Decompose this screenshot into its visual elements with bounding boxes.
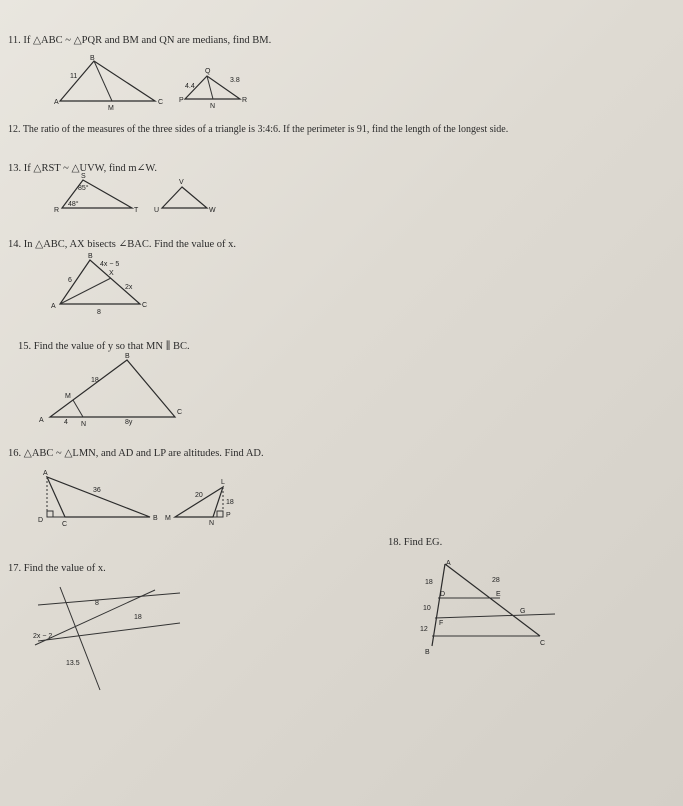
q14-A: A xyxy=(51,303,56,310)
q15-s1: 18 xyxy=(91,377,99,384)
q11-side: 11 xyxy=(70,73,78,80)
q14-text: 14. In △ABC, AX bisects ∠BAC. Find the value of x. xyxy=(8,239,237,250)
q16-N: N xyxy=(209,520,215,527)
q18-C: C xyxy=(540,640,546,647)
q18-s4: 12 xyxy=(420,626,428,633)
q15-A: A xyxy=(39,417,44,424)
q16-C: C xyxy=(62,521,68,528)
q18-A: A xyxy=(446,560,451,567)
q18-G: G xyxy=(520,608,526,615)
q16-L: L xyxy=(221,479,225,486)
q18-text: 18. Find EG. xyxy=(388,537,443,548)
q11-s2: 3.8 xyxy=(230,77,240,84)
q16-B: B xyxy=(153,515,158,522)
q11-C: C xyxy=(158,99,164,106)
q11-M: M xyxy=(108,105,114,112)
q18-B: B xyxy=(425,649,430,656)
q14-C: C xyxy=(142,302,148,309)
q16-A: A xyxy=(43,470,48,477)
q16-side: 36 xyxy=(93,487,101,494)
q17-c: 2x − 2 xyxy=(33,633,53,640)
q13-V: V xyxy=(179,179,184,186)
q16-P: P xyxy=(226,512,231,519)
q16-M: M xyxy=(165,515,171,522)
q15-text: 15. Find the value of y so that MN ∥ BC. xyxy=(18,341,190,352)
q18-figure xyxy=(410,556,570,656)
q14-side1: 6 xyxy=(68,277,72,284)
q15-C: C xyxy=(177,409,183,416)
q18-s1: 18 xyxy=(425,579,433,586)
q17-d: 13.5 xyxy=(66,660,80,667)
q11-N: N xyxy=(210,103,216,110)
q11-Q: Q xyxy=(205,68,211,75)
q15-N: N xyxy=(81,421,87,428)
q18-E: E xyxy=(496,591,501,598)
q11-A: A xyxy=(54,99,59,106)
q13-angS: 85° xyxy=(78,185,89,192)
q15-M: M xyxy=(65,393,71,400)
q11-P: P xyxy=(179,97,184,104)
q18-s3: 10 xyxy=(423,605,431,612)
q17-figure xyxy=(30,585,200,695)
q13-S: S xyxy=(81,173,86,180)
q17-a: 8 xyxy=(95,600,99,607)
q13-text: 13. If △RST ~ △UVW, find m∠W. xyxy=(8,163,157,174)
q17-b: 18 xyxy=(134,614,142,621)
q13-angR: 48° xyxy=(68,201,79,208)
q11-figure xyxy=(50,56,280,116)
q18-D: D xyxy=(440,591,446,598)
q16-s2: 18 xyxy=(226,499,234,506)
q11-B: B xyxy=(90,55,95,62)
q17-text: 17. Find the value of x. xyxy=(8,563,106,574)
q12-text: 12. The ratio of the measures of the three sides of a triangle is 3:4:6. If the perimeter is 91, find the length of the longest side. xyxy=(8,124,509,135)
q18-s2: 28 xyxy=(492,577,500,584)
q11-s1: 4.4 xyxy=(185,83,195,90)
q14-side2: 8 xyxy=(97,309,101,316)
q13-W: W xyxy=(209,207,216,214)
q14-B: B xyxy=(88,253,93,260)
q14-seg2: 2x xyxy=(125,284,133,291)
q16-s1: 20 xyxy=(195,492,203,499)
q14-seg1: 4x − 5 xyxy=(100,261,120,268)
q15-s2: 4 xyxy=(64,419,68,426)
q16-D: D xyxy=(38,517,44,524)
q11-text: 11. If △ABC ~ △PQR and BM and QN are medians, find BM. xyxy=(8,35,272,46)
q15-B: B xyxy=(125,353,130,360)
q14-figure xyxy=(45,252,165,317)
q16-text: 16. △ABC ~ △LMN, and AD and LP are altitudes. Find AD. xyxy=(8,448,264,459)
q18-F: F xyxy=(439,620,444,627)
q13-R: R xyxy=(54,207,60,214)
q13-T: T xyxy=(134,207,139,214)
q16-figure xyxy=(35,462,255,532)
q13-U: U xyxy=(154,207,160,214)
q15-s3: 8y xyxy=(125,419,133,426)
q14-X: X xyxy=(109,270,114,277)
q13-figure xyxy=(50,175,230,220)
q11-R: R xyxy=(242,97,248,104)
q15-figure xyxy=(35,352,195,427)
